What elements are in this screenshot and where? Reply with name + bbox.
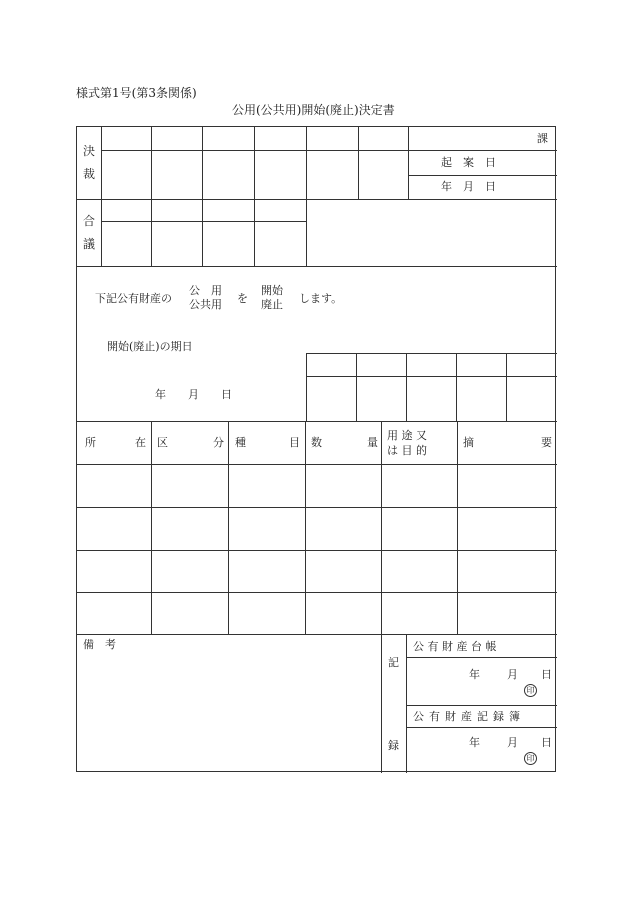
option-public-use: 公共用 — [189, 298, 222, 311]
consultation-label-1: 合 — [83, 214, 96, 228]
decision-form — [76, 126, 556, 772]
form-number: 様式第1号(第3条関係) — [76, 86, 197, 100]
record-label-1: 記 — [388, 656, 399, 669]
option-public: 公 用 — [189, 284, 222, 297]
header-location-1: 所 — [85, 436, 96, 449]
header-quantity-1: 数 — [311, 436, 322, 449]
header-quantity-2: 量 — [367, 436, 378, 449]
ledger-seal-icon: 印 — [524, 684, 537, 697]
record-seal-icon: 印 — [524, 752, 537, 765]
decision-label-2: 裁 — [83, 167, 96, 181]
record-date-day[interactable]: 日 — [541, 736, 552, 749]
option-start: 開始 — [261, 284, 283, 297]
ledger-date-day[interactable]: 日 — [541, 668, 552, 681]
period-date-field[interactable]: 年 月 日 — [155, 388, 232, 401]
header-purpose-line2: は 目 的 — [387, 444, 427, 457]
header-category-2: 分 — [213, 436, 224, 449]
record-book-label: 公有財産記録簿 — [413, 710, 525, 723]
decision-label-1: 決 — [83, 144, 96, 158]
record-date-year[interactable]: 年 — [469, 736, 480, 749]
notes-label: 備 考 — [83, 638, 116, 651]
statement-suffix: します。 — [299, 292, 343, 305]
header-remarks-1: 摘 — [463, 436, 474, 449]
statement-prefix: 下記公有財産の — [95, 292, 172, 305]
header-type-1: 種 — [235, 436, 246, 449]
option-end: 廃止 — [261, 298, 283, 311]
statement-particle: を — [237, 292, 248, 305]
header-purpose-line1: 用 途 又 — [387, 429, 427, 442]
drafted-date-label: 起 案 日 — [441, 156, 496, 169]
ledger-date-year[interactable]: 年 — [469, 668, 480, 681]
document-title: 公用(公共用)開始(廃止)決定書 — [232, 103, 395, 117]
record-date-month[interactable]: 月 — [507, 736, 518, 749]
drafted-date-field[interactable]: 年 月 日 — [441, 180, 496, 193]
period-label: 開始(廃止)の期日 — [107, 340, 193, 353]
section-suffix: 課 — [537, 132, 548, 145]
header-category-1: 区 — [157, 436, 168, 449]
consultation-label-2: 議 — [83, 237, 96, 251]
header-type-2: 目 — [289, 436, 300, 449]
header-location-2: 在 — [135, 436, 146, 449]
header-remarks-2: 要 — [541, 436, 552, 449]
ledger-date-month[interactable]: 月 — [507, 668, 518, 681]
record-label-2: 録 — [388, 739, 399, 752]
ledger-label: 公 有 財 産 台 帳 — [413, 640, 497, 653]
